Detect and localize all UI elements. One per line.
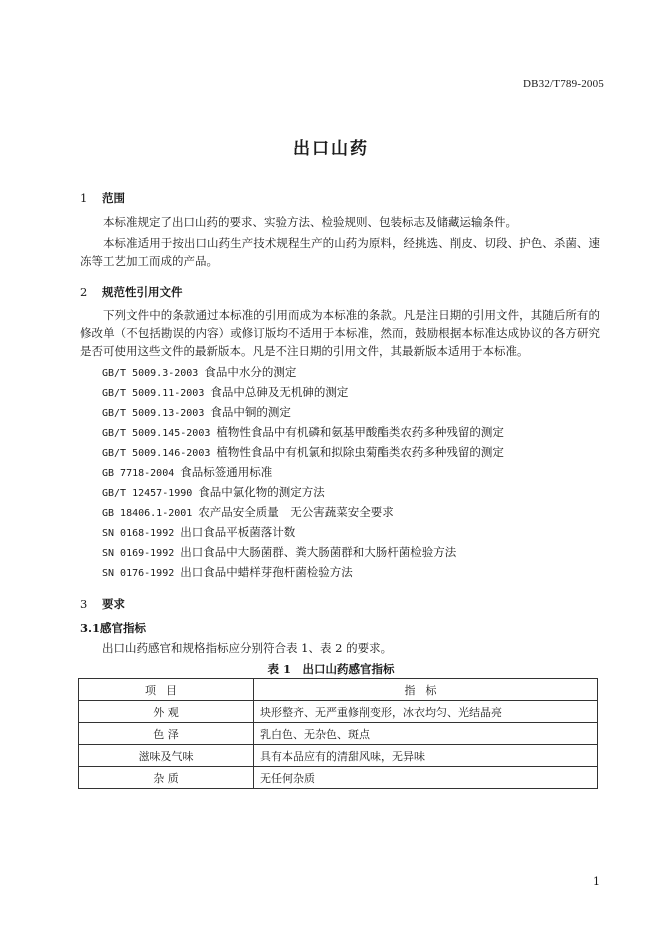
- section-number: 1: [80, 191, 88, 205]
- scope-paragraph-1: 本标准规定了出口山药的要求、实验方法、检验规则、包装标志及储藏运输条件。: [103, 215, 517, 229]
- reference-item: [102, 362, 504, 382]
- table-cell-spec: 具有本品应有的清甜风味，无异味: [254, 745, 598, 767]
- table-cell-item: 外 观: [79, 701, 254, 723]
- reference-item: [102, 562, 504, 582]
- subsection-3-1-intro: 出口山药感官和规格指标应分别符合表 1、表 2 的要求。: [102, 641, 393, 655]
- table-cell-item: 色 泽: [79, 723, 254, 745]
- reference-code: GB/T 5009.11-2003: [102, 388, 205, 399]
- reference-item: [102, 382, 504, 402]
- document-title: 出口山药: [293, 139, 369, 159]
- reference-item: [102, 542, 504, 562]
- reference-list: [102, 362, 504, 582]
- reference-item: [102, 442, 504, 462]
- reference-item: [102, 462, 504, 482]
- reference-item: [102, 502, 504, 522]
- section-2-heading: [80, 284, 183, 300]
- table-cell-item: 滋味及气味: [79, 745, 254, 767]
- section-number: 3: [80, 597, 88, 611]
- page-number: 1: [593, 875, 600, 888]
- table-row: [79, 723, 598, 745]
- reference-code: GB/T 5009.3-2003: [102, 368, 199, 379]
- table-cell-spec: 乳白色、无杂色、斑点: [254, 723, 598, 745]
- table-row: [79, 767, 598, 789]
- reference-code: GB/T 5009.146-2003: [102, 448, 211, 459]
- reference-name: 植物性食品中有机氯和拟除虫菊酯类农药多种残留的测定: [216, 445, 504, 459]
- table-header-row: [79, 679, 598, 701]
- section-1-heading: [80, 190, 125, 206]
- sensory-indicators-table: [78, 678, 598, 789]
- reference-name: 出口食品中大肠菌群、粪大肠菌群和大肠杆菌检验方法: [180, 545, 457, 559]
- section-3-heading: [80, 596, 125, 612]
- reference-name: 食品中水分的测定: [204, 365, 297, 379]
- scope-paragraph-2: 本标准适用于按出口山药生产技术规程生产的山药为原料，经挑选、削皮、切段、护色、杀菌、速冻等工艺加工而成的产品。: [80, 236, 600, 268]
- reference-name: 食品中总砷及无机砷的测定: [210, 385, 349, 399]
- reference-code: SN 0168-1992: [102, 528, 175, 539]
- reference-code: SN 0176-1992: [102, 568, 175, 579]
- table-cell-item: 杂 质: [79, 767, 254, 789]
- section-number: 2: [80, 285, 88, 299]
- reference-item: [102, 482, 504, 502]
- reference-name: 食品中铜的测定: [210, 405, 291, 419]
- column-header-item: 项目: [79, 679, 254, 701]
- reference-name: 农产品安全质量 无公害蔬菜安全要求: [198, 505, 394, 519]
- reference-name: 出口食品中蜡样芽孢杆菌检验方法: [180, 565, 353, 579]
- table-row: [79, 745, 598, 767]
- section-title: 规范性引用文件: [102, 285, 183, 299]
- section-title: 范围: [102, 191, 125, 205]
- table-cell-spec: 块形整齐、无严重修削变形，冰衣均匀、光结晶亮: [254, 701, 598, 723]
- reference-item: [102, 522, 504, 542]
- normative-refs-intro: 下列文件中的条款通过本标准的引用而成为本标准的条款。凡是注日期的引用文件，其随后所有的修改单（不包括勘误的内容）或修订版均不适用于本标准，然而，鼓励根据本标准达成协议的各方研究是否可使用这些文件的最新版本。凡是不注日期的引用文件，其最新版本适用于本标准。: [80, 308, 600, 358]
- table-1-caption: 表 1 出口山药感官指标: [267, 662, 395, 676]
- section-title: 要求: [102, 597, 125, 611]
- reference-code: GB 7718-2004: [102, 468, 175, 479]
- reference-code: GB/T 12457-1990: [102, 488, 193, 499]
- subsection-3-1-heading: 3.1感官指标: [80, 621, 147, 635]
- standard-code: DB32/T789-2005: [522, 78, 604, 90]
- reference-item: [102, 402, 504, 422]
- reference-code: GB 18406.1-2001: [102, 508, 193, 519]
- reference-code: SN 0169-1992: [102, 548, 175, 559]
- reference-name: 食品中氯化物的测定方法: [198, 485, 325, 499]
- table-row: [79, 701, 598, 723]
- table-cell-spec: 无任何杂质: [254, 767, 598, 789]
- reference-item: [102, 422, 504, 442]
- reference-code: GB/T 5009.13-2003: [102, 408, 205, 419]
- column-header-spec: 指标: [254, 679, 598, 701]
- reference-name: 植物性食品中有机磷和氨基甲酸酯类农药多种残留的测定: [216, 425, 504, 439]
- reference-name: 食品标签通用标准: [180, 465, 273, 479]
- reference-name: 出口食品平板菌落计数: [180, 525, 296, 539]
- reference-code: GB/T 5009.145-2003: [102, 428, 211, 439]
